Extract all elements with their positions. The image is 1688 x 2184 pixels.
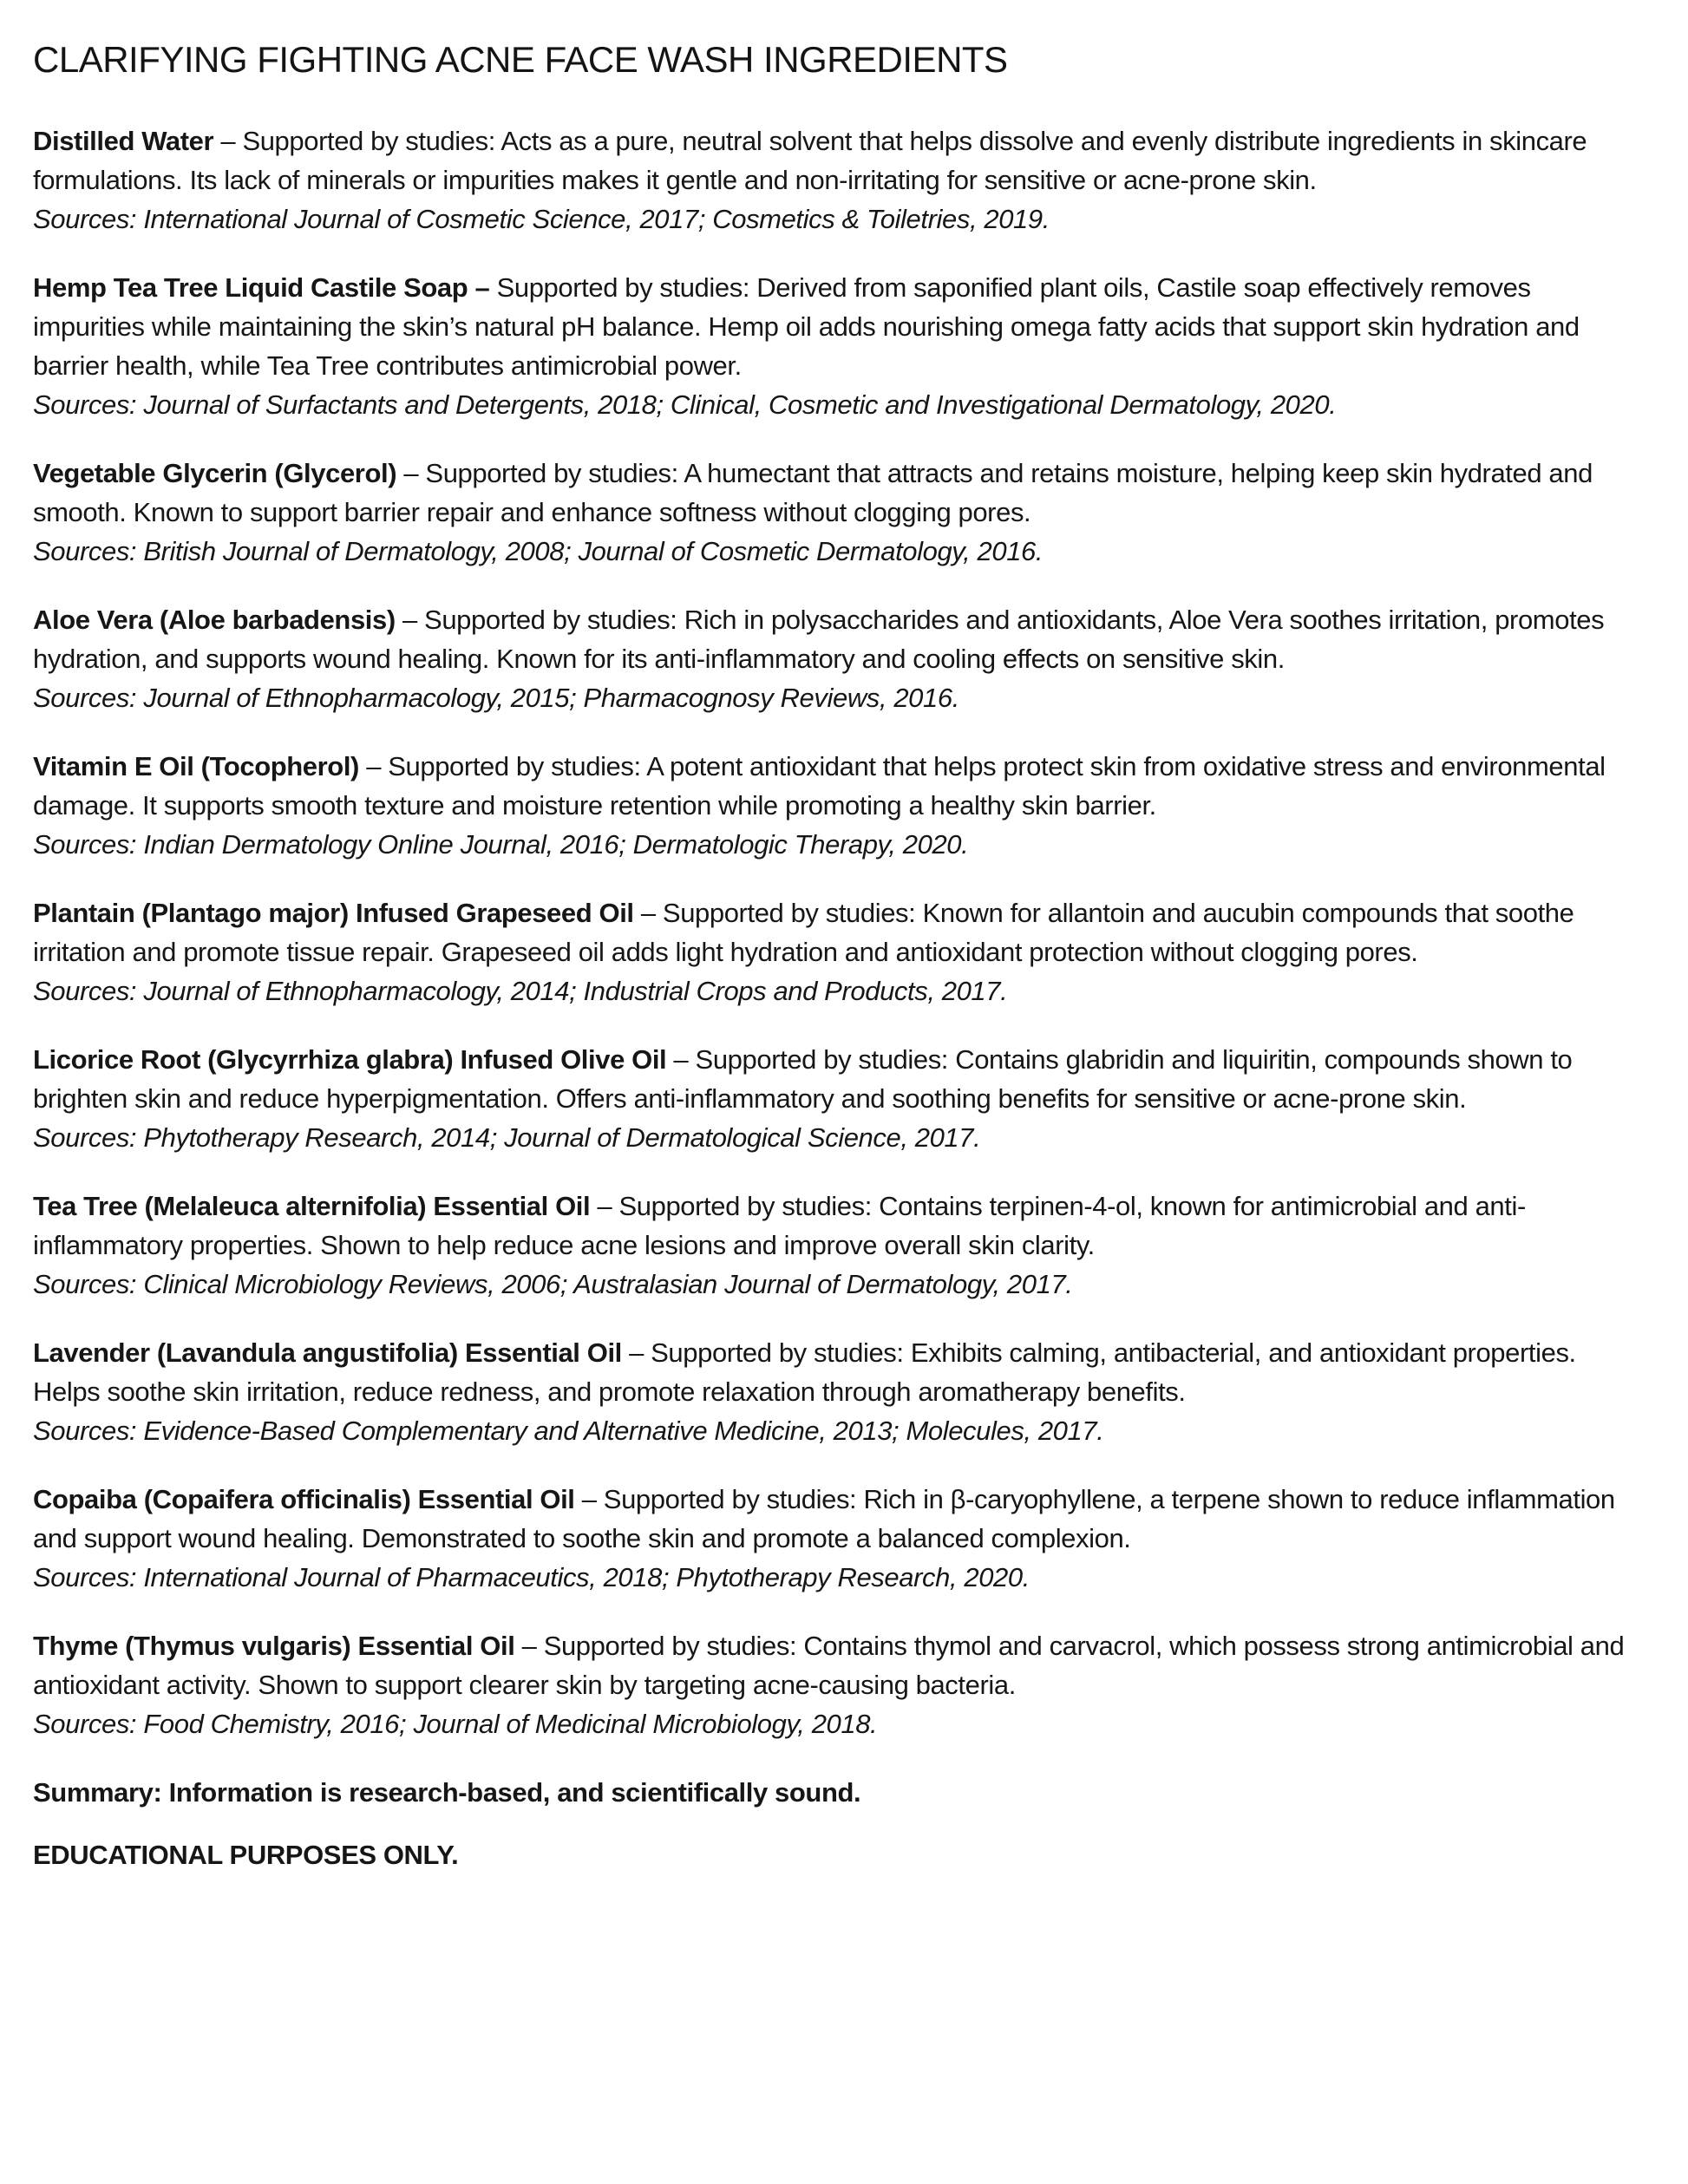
sources-line: Sources: Evidence-Based Complementary and Alternative Medicine, 2013; Molecules, 2017. [33,1416,1104,1447]
sources-line: Sources: International Journal of Cosmetic Science, 2017; Cosmetics & Toiletries, 2019. [33,204,1050,235]
ingredient-name: Hemp Tea Tree Liquid Castile Soap – [33,272,490,304]
ingredient-entry [33,1187,1627,1265]
educational-purposes-line: EDUCATIONAL PURPOSES ONLY. [33,1840,459,1871]
ingredient-name: Aloe Vera (Aloe barbadensis) [33,605,396,636]
ingredient-name: Copaiba (Copaifera officinalis) Essential Oil [33,1484,575,1515]
sources-line: Sources: International Journal of Pharmaceutics, 2018; Phytotherapy Research, 2020. [33,1562,1030,1593]
ingredient-description: – Supported by studies: Exhibits calming, antibacterial, and antioxidant properties. Helps soothe skin irritation, reduce redness, and promote relaxation through aromatherapy benefits. [33,1337,1576,1408]
ingredient-name: Vitamin E Oil (Tocopherol) [33,751,359,782]
sources-line: Sources: Journal of Ethnopharmacology, 2014; Industrial Crops and Products, 2017. [33,976,1008,1007]
ingredient-name: Distilled Water [33,126,214,157]
ingredient-description: Supported by studies: Derived from saponified plant oils, Castile soap effectively removes impurities while maintaining the skin’s natural pH balance. Hemp oil adds nourishing omega fatty acids that support skin hydration and barrier health, while Tea Tree contributes antimicrobial power. [33,272,1580,382]
ingredient-section-thyme-oil [33,1626,1627,1743]
ingredient-entry [33,747,1627,825]
ingredient-section-castile-soap [33,268,1627,424]
ingredient-description: – Supported by studies: A potent antioxidant that helps protect skin from oxidative stress and environmental damage. It supports smooth texture and moisture retention while promoting a healthy skin barrier. [33,751,1606,821]
ingredient-entry [33,1480,1627,1558]
sources-line: Sources: Phytotherapy Research, 2014; Journal of Dermatological Science, 2017. [33,1122,981,1154]
ingredient-section-licorice-olive-oil [33,1040,1627,1157]
sources-line: Sources: Journal of Ethnopharmacology, 2015; Pharmacognosy Reviews, 2016. [33,683,959,714]
page-title: CLARIFYING FIGHTING ACNE FACE WASH INGREDIENTS [33,39,1008,80]
summary-line: Summary: Information is research-based, and scientifically sound. [33,1777,861,1808]
ingredient-section-tea-tree-oil [33,1187,1627,1304]
ingredient-description: – Supported by studies: Rich in polysaccharides and antioxidants, Aloe Vera soothes irritation, promotes hydration, and supports wound healing. Known for its anti-inflammatory and cooling effects on sensitive skin. [33,605,1605,675]
ingredient-name: Tea Tree (Melaleuca alternifolia) Essential Oil [33,1191,591,1222]
ingredient-description: – Supported by studies: Acts as a pure, neutral solvent that helps dissolve and evenly distribute ingredients in skincare formulations. Its lack of minerals or impurities makes it gentle and non-irritating for sensitive or acne-prone skin. [33,126,1587,196]
ingredients-list [33,121,1627,1743]
ingredient-entry [33,1333,1627,1411]
ingredient-section-distilled-water [33,121,1627,239]
ingredient-description: – Supported by studies: Rich in β-caryophyllene, a terpene shown to reduce inflammation and support wound healing. Demonstrated to soothe skin and promote a balanced complexion. [33,1484,1615,1554]
ingredient-entry [33,1626,1627,1704]
ingredient-description: – Supported by studies: A humectant that attracts and retains moisture, helping keep skin hydrated and smooth. Known to support barrier repair and enhance softness without clogging pores. [33,458,1593,528]
sources-line: Sources: Clinical Microbiology Reviews, 2006; Australasian Journal of Dermatology, 2017. [33,1269,1073,1300]
ingredient-section-lavender-oil [33,1333,1627,1450]
sources-line: Sources: Journal of Surfactants and Detergents, 2018; Clinical, Cosmetic and Investigational Dermatology, 2020. [33,389,1337,421]
ingredient-section-vegetable-glycerin [33,454,1627,571]
ingredient-section-vitamin-e-oil [33,747,1627,864]
ingredient-section-plantain-grapeseed-oil [33,893,1627,1010]
sources-line: Sources: Food Chemistry, 2016; Journal of Medicinal Microbiology, 2018. [33,1709,878,1740]
ingredient-entry [33,893,1627,971]
ingredient-name: Thyme (Thymus vulgaris) Essential Oil [33,1631,515,1662]
ingredient-entry [33,1040,1627,1118]
ingredient-name: Vegetable Glycerin (Glycerol) [33,458,397,489]
ingredient-entry [33,600,1627,678]
ingredient-section-copaiba-oil [33,1480,1627,1597]
ingredient-name: Plantain (Plantago major) Infused Grapeseed Oil [33,898,634,929]
ingredient-entry [33,454,1627,532]
ingredient-description: – Supported by studies: Contains terpinen-4-ol, known for antimicrobial and anti-inflammatory properties. Shown to help reduce acne lesions and improve overall skin clarity. [33,1191,1526,1261]
sources-line: Sources: Indian Dermatology Online Journal, 2016; Dermatologic Therapy, 2020. [33,829,969,860]
ingredient-entry [33,121,1627,199]
ingredient-description: – Supported by studies: Known for allantoin and aucubin compounds that soothe irritation and promote tissue repair. Grapeseed oil adds light hydration and antioxidant protection without clogging pores. [33,898,1574,968]
sources-line: Sources: British Journal of Dermatology, 2008; Journal of Cosmetic Dermatology, 2016. [33,536,1044,567]
ingredient-description: – Supported by studies: Contains glabridin and liquiritin, compounds shown to brighten skin and reduce hyperpigmentation. Offers anti-inflammatory and soothing benefits for sensitive or acne-prone skin. [33,1044,1573,1115]
ingredient-name: Licorice Root (Glycyrrhiza glabra) Infused Olive Oil [33,1044,667,1076]
ingredient-entry [33,268,1627,385]
ingredient-description: – Supported by studies: Contains thymol and carvacrol, which possess strong antimicrobial and antioxidant activity. Shown to support clearer skin by targeting acne-causing bacteria. [33,1631,1625,1701]
ingredient-name: Lavender (Lavandula angustifolia) Essential Oil [33,1337,622,1369]
ingredient-section-aloe-vera [33,600,1627,717]
